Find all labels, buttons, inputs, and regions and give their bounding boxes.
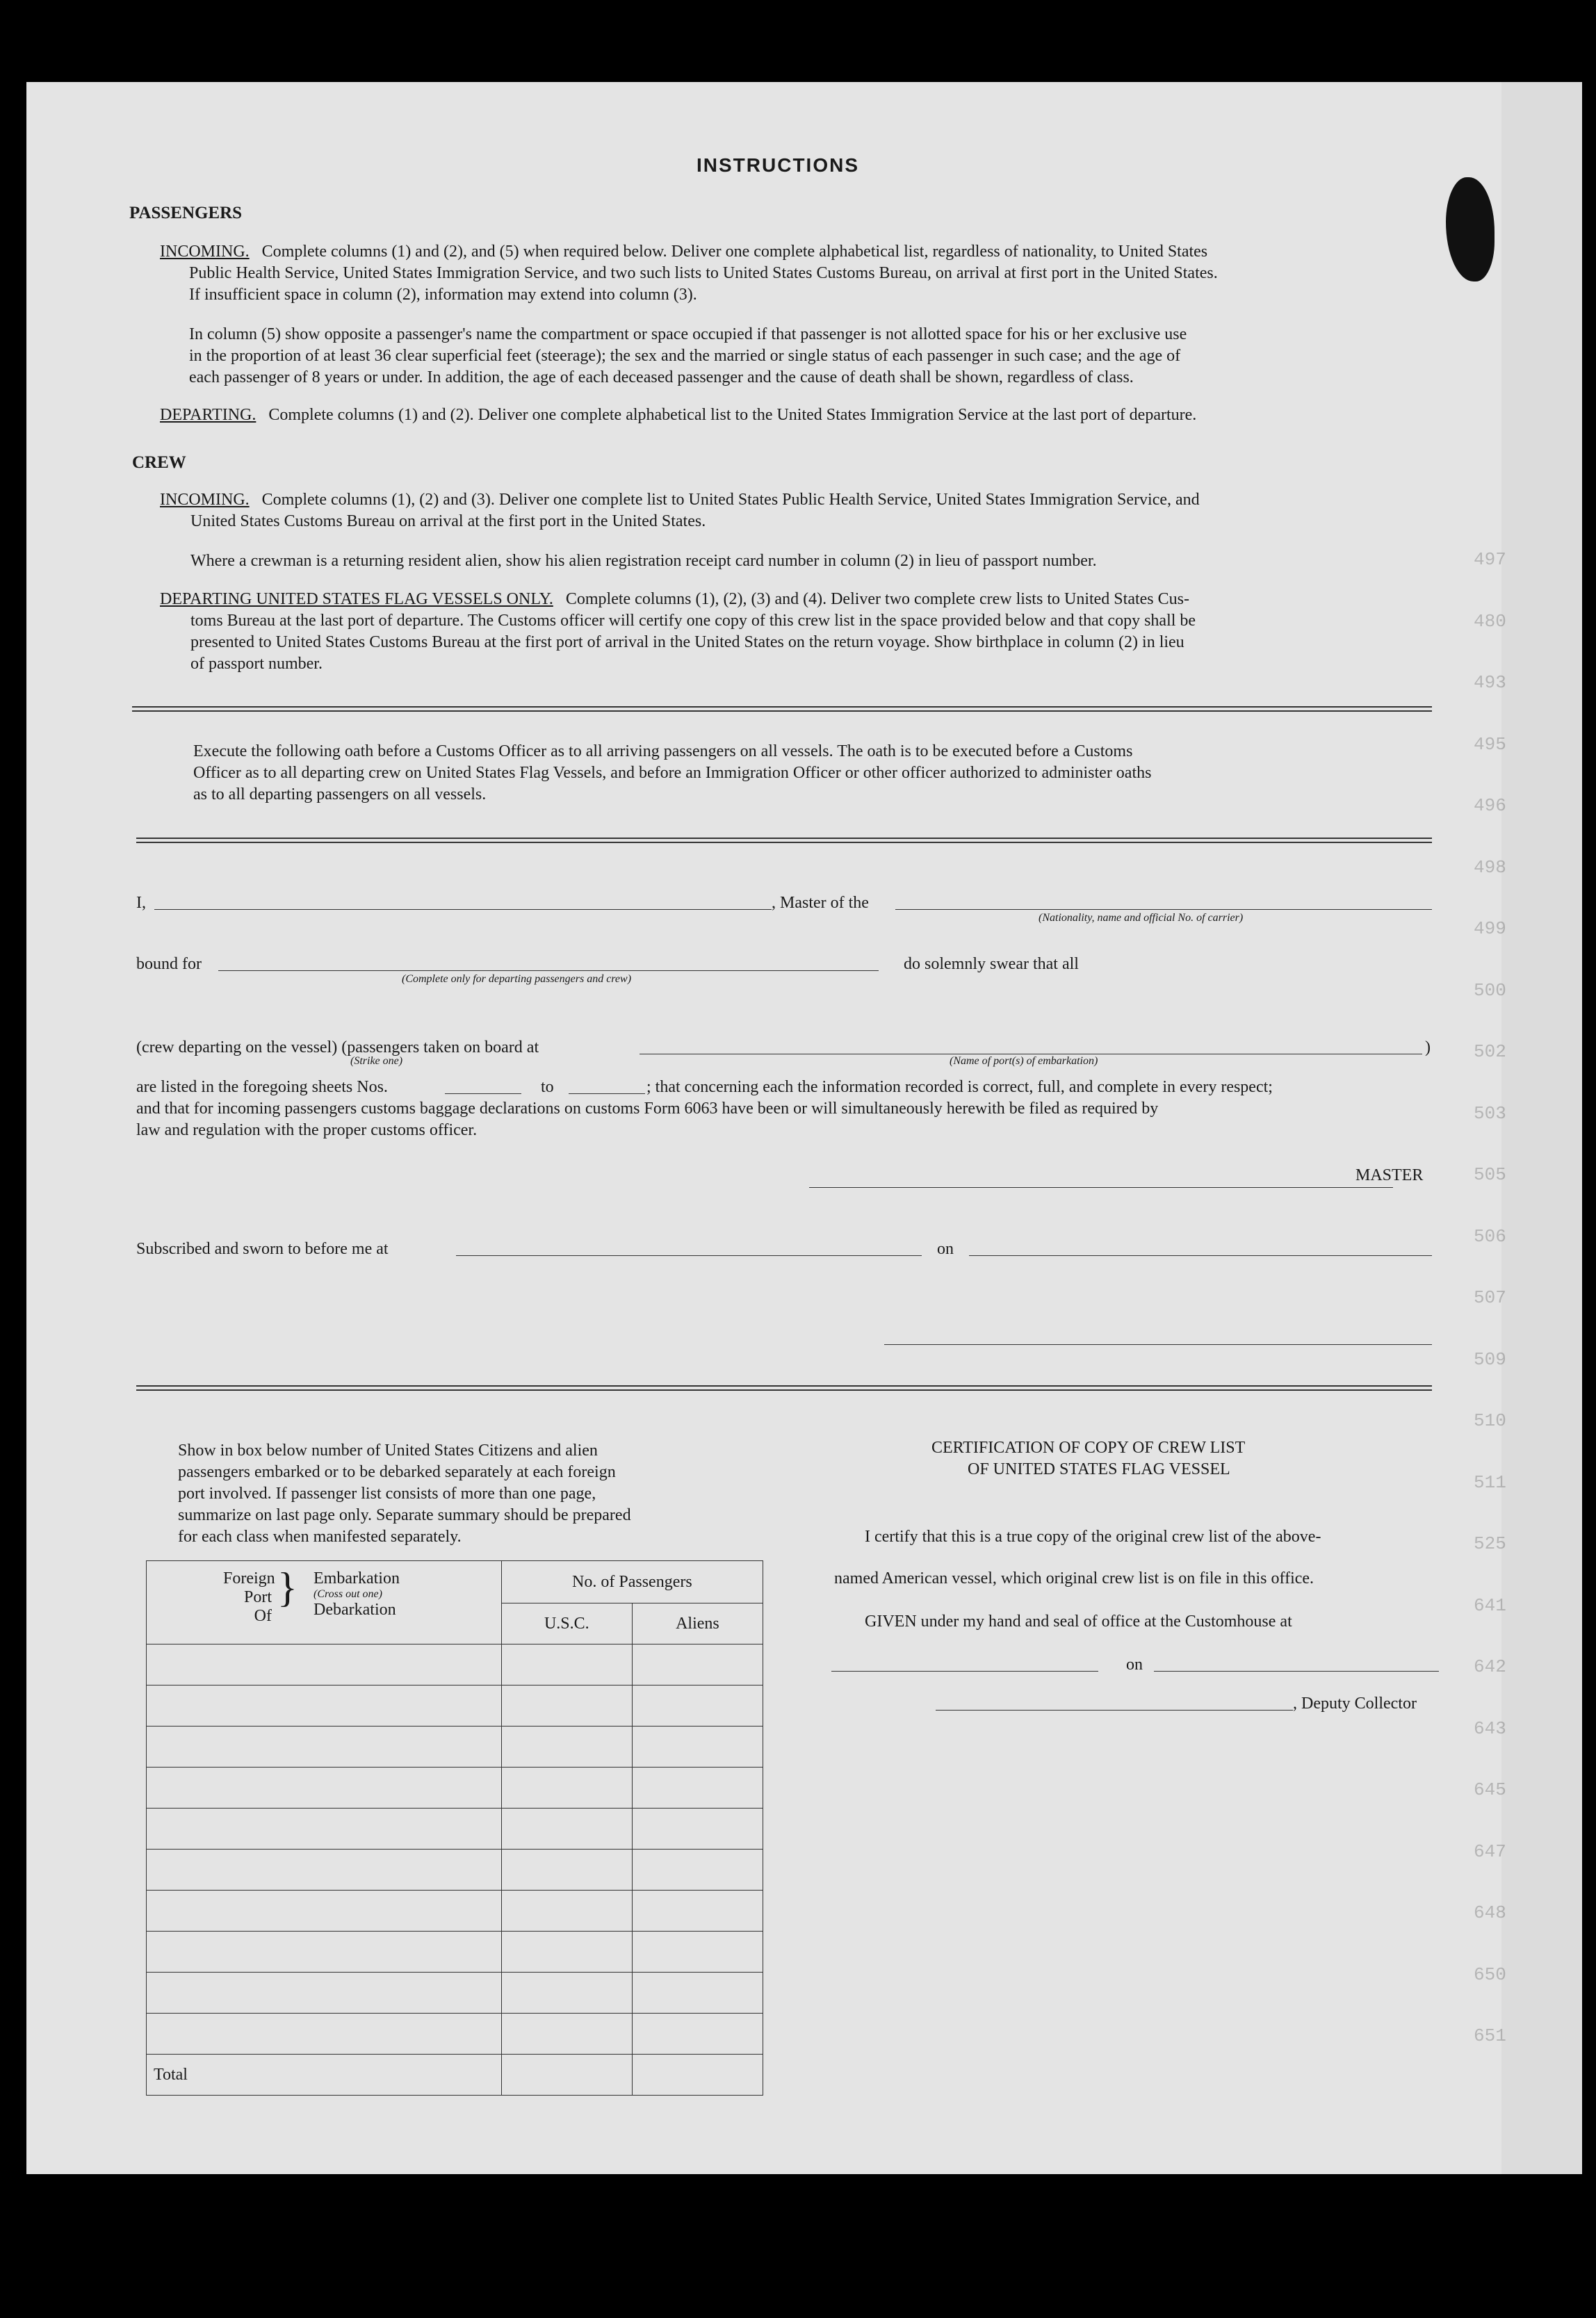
usc-cell[interactable] <box>501 2014 632 2055</box>
passengers-header-cell <box>501 1561 763 1644</box>
margin-number: 507 <box>1474 1287 1506 1308</box>
usc-cell[interactable] <box>501 1727 632 1768</box>
cert-text-2: named American vessel, which original crew list is on file in this office. <box>834 1569 1314 1587</box>
master-label: MASTER <box>1355 1166 1424 1184</box>
double-rule-bottom <box>132 710 1432 712</box>
listed-text-1: are listed in the foregoing sheets Nos. <box>136 1078 388 1096</box>
margin-number: 480 <box>1474 610 1506 632</box>
aliens-cell[interactable] <box>632 1891 763 1932</box>
subscribed-on-label: on <box>937 1240 954 1258</box>
aliens-cell[interactable] <box>632 1850 763 1891</box>
summary-intro-1: Show in box below number of United States Citizens and alien <box>178 1442 598 1460</box>
margin-number: 509 <box>1474 1348 1506 1370</box>
usc-cell[interactable] <box>501 1809 632 1850</box>
customhouse-field[interactable] <box>831 1671 1098 1672</box>
foreign-label: Foreign <box>223 1569 275 1587</box>
margin-number: 495 <box>1474 733 1506 755</box>
port-cell[interactable] <box>147 1891 502 1932</box>
sheet-to-field[interactable] <box>569 1093 645 1094</box>
no-passengers-label: No. of Passengers <box>502 1561 763 1603</box>
summary-intro-3: port involved. If passenger list consists of more than one page, <box>178 1485 596 1503</box>
passengers-departing-label: DEPARTING. <box>160 406 256 424</box>
port-cell[interactable] <box>147 1727 502 1768</box>
margin-number: 651 <box>1474 2025 1506 2046</box>
crew-departing-text-2: toms Bureau at the last port of departure. The Customs officer will certify one copy of this crew list in the space provided below and that copy shall be <box>190 612 1196 630</box>
col5-text-1: In column (5) show opposite a passenger's name the compartment or space occupied if that passenger is not allotted space for his or her exclusive use <box>189 325 1187 343</box>
margin-number: 493 <box>1474 672 1506 693</box>
margin-number: 525 <box>1474 1533 1506 1554</box>
passengers-incoming-text-2: Public Health Service, United States Immigration Service, and two such lists to United States Customs Bureau, on arrival at first port in the United States. <box>189 264 1218 282</box>
margin-number: 645 <box>1474 1779 1506 1800</box>
crew-incoming-label: INCOMING. <box>160 491 250 509</box>
margin-number: 650 <box>1474 1964 1506 1985</box>
table-row <box>147 1644 763 1686</box>
oath-rule-bottom <box>136 842 1432 843</box>
summary-intro-4: summarize on last page only. Separate summary should be prepared <box>178 1506 631 1524</box>
crew-heading: CREW <box>132 453 186 472</box>
table-row <box>147 1809 763 1850</box>
subscribed-place-field[interactable] <box>456 1255 922 1256</box>
foreign-port-of <box>223 1569 275 1626</box>
margin-number: 647 <box>1474 1840 1506 1862</box>
carrier-caption: (Nationality, name and official No. of carrier) <box>1039 912 1244 924</box>
crew-incoming-text-2: United States Customs Bureau on arrival at the first port in the United States. <box>190 512 706 530</box>
oath-intro-2: Officer as to all departing crew on United States Flag Vessels, and before an Immigration Officer or other officer authorized to administer oaths <box>193 764 1152 782</box>
crew-departing-option: (crew departing on the vessel) (passengers taken on board at <box>136 1038 539 1056</box>
master-signature-field[interactable] <box>809 1187 1393 1188</box>
cert-text-1: I certify that this is a true copy of the original crew list of the above- <box>865 1528 1321 1546</box>
carrier-field[interactable] <box>895 909 1432 910</box>
brace-icon: } <box>277 1565 298 1610</box>
crew-departing <box>160 589 1189 610</box>
aliens-cell[interactable] <box>632 2014 763 2055</box>
double-rule-top <box>132 706 1432 708</box>
oath-i-label: I, <box>136 894 146 912</box>
aliens-cell[interactable] <box>632 1932 763 1973</box>
usc-cell[interactable] <box>501 1973 632 2014</box>
embark-caption: (Name of port(s) of embarkation) <box>950 1055 1098 1067</box>
master-name-field[interactable] <box>154 909 772 910</box>
page-title: INSTRUCTIONS <box>697 154 859 176</box>
port-label: Port <box>243 1588 272 1606</box>
section-rule-top <box>136 1385 1432 1387</box>
usc-cell[interactable] <box>501 1644 632 1686</box>
aliens-label: Aliens <box>676 1615 719 1633</box>
oath-rule-top <box>136 838 1432 839</box>
passengers-incoming-label: INCOMING. <box>160 243 250 261</box>
col5-text-2: in the proportion of at least 36 clear superficial feet (steerage); the sex and the married or single status of each passenger in such case; and the age of <box>189 347 1181 365</box>
aliens-cell[interactable] <box>632 1809 763 1850</box>
summary-header-row <box>147 1561 763 1644</box>
table-row <box>147 1891 763 1932</box>
crew-incoming <box>160 489 1200 511</box>
deputy-label: , Deputy Collector <box>1293 1695 1417 1713</box>
total-row <box>147 2055 763 2096</box>
port-cell[interactable] <box>147 1809 502 1850</box>
embark-debark <box>314 1569 400 1619</box>
summary-intro-2: passengers embarked or to be debarked separately at each foreign <box>178 1463 616 1481</box>
aliens-cell[interactable] <box>632 1727 763 1768</box>
summary-intro-5: for each class when manifested separately. <box>178 1528 462 1546</box>
oath-intro-1: Execute the following oath before a Customs Officer as to all arriving passengers on all vessels. The oath is to be executed before a Customs <box>193 742 1133 760</box>
usc-cell[interactable] <box>501 1686 632 1727</box>
bound-for-label: bound for <box>136 955 202 973</box>
table-row <box>147 1727 763 1768</box>
table-row <box>147 1686 763 1727</box>
margin-number: 496 <box>1474 795 1506 816</box>
aliens-cell[interactable] <box>632 1644 763 1686</box>
total-label: Total <box>147 2055 502 2096</box>
port-cell[interactable] <box>147 1768 502 1809</box>
margin-number: 510 <box>1474 1410 1506 1431</box>
cert-date-field[interactable] <box>1154 1671 1439 1672</box>
section-rule-bottom <box>136 1389 1432 1391</box>
port-cell[interactable] <box>147 1973 502 2014</box>
listed-text-2: ; that concerning each the information recorded is correct, full, and complete in every respect; <box>646 1078 1273 1096</box>
total-usc-cell[interactable] <box>501 2055 632 2096</box>
port-cell[interactable] <box>147 1850 502 1891</box>
margin-number: 503 <box>1474 1102 1506 1124</box>
table-row <box>147 1768 763 1809</box>
cross-out-label: (Cross out one) <box>314 1588 382 1600</box>
passengers-incoming-text-1: Complete columns (1) and (2), and (5) when required below. Deliver one complete alphabetical list, regardless of nationality, to United States <box>261 243 1208 261</box>
aliens-cell[interactable] <box>632 1973 763 2014</box>
passengers-incoming-text-3: If insufficient space in column (2), information may extend into column (3). <box>189 286 697 304</box>
cert-text-3: GIVEN under my hand and seal of office at the Customhouse at <box>865 1613 1292 1631</box>
deputy-signature-field[interactable] <box>936 1710 1293 1711</box>
close-paren: ) <box>1425 1038 1431 1056</box>
usc-cell[interactable] <box>501 1891 632 1932</box>
usc-cell[interactable] <box>501 1768 632 1809</box>
col5-text-3: each passenger of 8 years or under. In addition, the age of each deceased passenger and the cause of death shall be shown, regardless of class. <box>189 368 1134 386</box>
officer-signature-field[interactable] <box>884 1344 1432 1345</box>
debarkation-label: Debarkation <box>314 1601 396 1619</box>
aliens-cell[interactable] <box>632 1686 763 1727</box>
listed-text-3: and that for incoming passengers customs baggage declarations on customs Form 6063 have been or will simultaneously herewith be filed as required by <box>136 1100 1159 1118</box>
margin-number: 499 <box>1474 918 1506 939</box>
listed-text-4: law and regulation with the proper customs officer. <box>136 1121 478 1139</box>
margin-number: 641 <box>1474 1594 1506 1616</box>
table-row <box>147 1850 763 1891</box>
oath-intro-3: as to all departing passengers on all vessels. <box>193 785 487 803</box>
usc-cell[interactable] <box>501 1932 632 1973</box>
port-cell[interactable] <box>147 1644 502 1686</box>
subscribed-date-field[interactable] <box>969 1255 1432 1256</box>
margin-number: 642 <box>1474 1656 1506 1677</box>
of-label: Of <box>254 1607 272 1625</box>
cert-on-label: on <box>1126 1656 1143 1674</box>
table-row <box>147 1932 763 1973</box>
margin-number: 505 <box>1474 1164 1506 1185</box>
crew-alien-text: Where a crewman is a returning resident alien, show his alien registration receipt card number in column (2) in lieu of passport number. <box>190 552 1097 570</box>
bound-caption: (Complete only for departing passengers and crew) <box>402 973 632 985</box>
margin-number: 643 <box>1474 1717 1506 1739</box>
sheet-from-field[interactable] <box>445 1093 521 1094</box>
sub-header <box>502 1603 763 1644</box>
swear-text: do solemnly swear that all <box>904 955 1079 973</box>
cert-title-2: OF UNITED STATES FLAG VESSEL <box>968 1460 1230 1478</box>
passengers-incoming <box>160 241 1432 263</box>
margin-number: 497 <box>1474 549 1506 570</box>
master-of-label: , Master of the <box>772 894 869 912</box>
port-cell[interactable] <box>147 1686 502 1727</box>
crew-incoming-text-1: Complete columns (1), (2) and (3). Deliver one complete list to United States Public Health Service, United States Immigration Service, and <box>261 491 1200 509</box>
strike-caption: (Strike one) <box>350 1055 403 1067</box>
passengers-departing-text: Complete columns (1) and (2). Deliver one complete alphabetical list to the United States Immigration Service at the last port of departure. <box>268 406 1197 424</box>
crew-departing-text-4: of passport number. <box>190 655 323 673</box>
port-header-cell <box>147 1561 502 1644</box>
crew-departing-text-3: presented to United States Customs Bureau at the first port of arrival in the United States on the return voyage. Show birthplace in column (2) in lieu <box>190 633 1184 651</box>
margin-number: 648 <box>1474 1902 1506 1923</box>
margin-number: 498 <box>1474 856 1506 878</box>
usc-cell[interactable] <box>501 1850 632 1891</box>
margin-number: 500 <box>1474 979 1506 1001</box>
table-row <box>147 1973 763 2014</box>
cert-title-1: CERTIFICATION OF COPY OF CREW LIST <box>931 1439 1246 1457</box>
margin-number: 506 <box>1474 1225 1506 1247</box>
port-cell[interactable] <box>147 1932 502 1973</box>
crew-departing-text-1: Complete columns (1), (2), (3) and (4). Deliver two complete crew lists to United States Cus- <box>565 590 1189 608</box>
subscribed-text: Subscribed and sworn to before me at <box>136 1240 389 1258</box>
passengers-departing <box>160 405 1196 426</box>
margin-number: 502 <box>1474 1041 1506 1062</box>
margin-number: 511 <box>1474 1471 1506 1493</box>
total-aliens-cell[interactable] <box>632 2055 763 2096</box>
table-row <box>147 2014 763 2055</box>
usc-label: U.S.C. <box>502 1603 633 1644</box>
passengers-heading: PASSENGERS <box>129 204 243 222</box>
bound-for-field[interactable] <box>218 970 879 971</box>
passenger-summary-table <box>146 1560 763 2096</box>
port-cell[interactable] <box>147 2014 502 2055</box>
page-edge <box>1501 82 1582 2174</box>
to-label: to <box>541 1078 554 1096</box>
crew-departing-label: DEPARTING UNITED STATES FLAG VESSELS ONLY. <box>160 590 553 608</box>
aliens-cell[interactable] <box>632 1768 763 1809</box>
embarkation-label: Embarkation <box>314 1569 400 1587</box>
